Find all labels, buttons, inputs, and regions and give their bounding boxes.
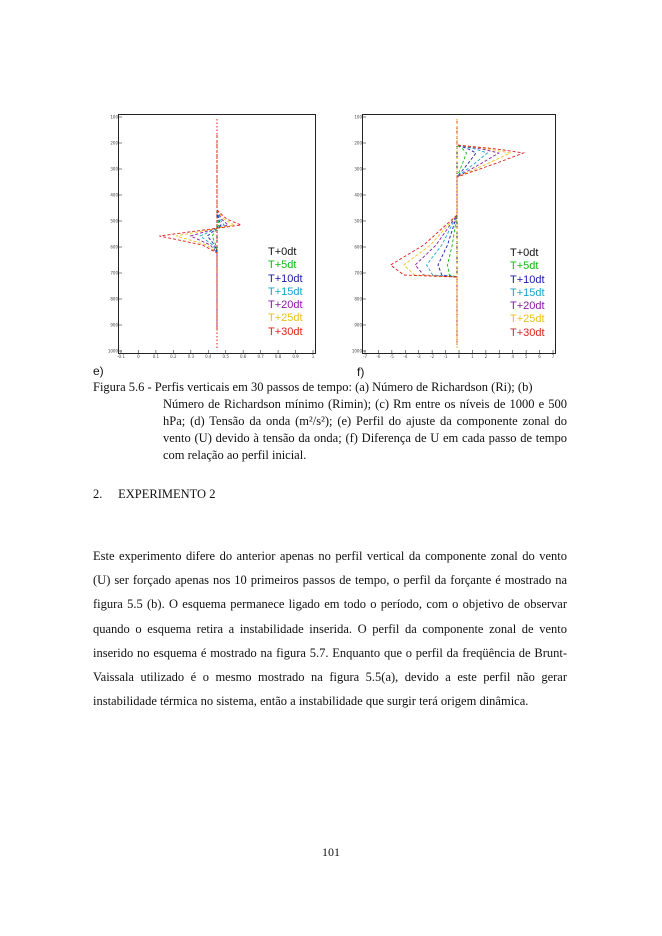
legend-item: T+0dt [268, 246, 297, 258]
x-tick-label: 1 [471, 354, 474, 359]
x-tick-label: 5 [524, 354, 528, 359]
y-tick-label: 800 [110, 296, 118, 302]
legend-item: T+25dt [268, 312, 303, 325]
y-tick-label: 400 [110, 192, 118, 198]
series-line [159, 135, 241, 330]
page-number: 101 [322, 845, 340, 859]
panel-f-legend [510, 247, 545, 340]
caption-head: Figura 5.6 - Perfis verticais em 30 passos de tempo: (a) Número de Richardson (Ri); (b) [93, 380, 533, 394]
x-tick-label: 3 [498, 354, 501, 359]
x-tick-label: 0.4 [205, 354, 212, 359]
legend-item: T+20dt [268, 299, 303, 312]
x-tick-label: 0 [457, 354, 461, 359]
x-tick-label: 0.1 [152, 354, 160, 359]
section-number: 2. [93, 487, 103, 501]
y-tick-label: 700 [110, 270, 118, 276]
caption-continuation: Número de Richardson mínimo (Rimin); (c) Rm entre os níveis de 1000 e 500 hPa; (d) Tensão da onda (m²/s²); (e) Perfil do ajuste da componente zonal do vento (U) devido à tensão da onda; (f) Diferença de U em cada passo de tempo com relação ao perfil inicial. [163, 397, 567, 462]
legend-item: T+15dt [268, 285, 303, 298]
legend-item: T+20dt [510, 300, 545, 313]
y-tick-label: 1000 [107, 348, 118, 354]
x-tick-label: 0.9 [292, 354, 299, 359]
x-tick-label: 7 [551, 354, 555, 359]
y-tick-label: 700 [354, 270, 362, 276]
x-tick-label: 0 [137, 354, 140, 359]
body-paragraph: Este experimento difere do anterior apenas no perfil vertical da componente zonal do vento (U) ser forçado apenas nos 10 primeiros passos de tempo, o perfil da forçante é mostrado na figura 5.5 (b). O esquema permanece ligado em todo o período, com o objetivo de observar quando o esquema retira a instabilidade inserida. O perfil da componente zonal de vento inserido no esquema é mostrado na figura 5.7. Enquanto que o perfil da freqüência de Brunt-Vaissala utilizado é o mesmo mostrado na figura 5.5(a), devido a este perfil não gerar instabilidade térmica no sistema, então a instabilidade que surgir terá origem dinâmica. [93, 549, 567, 709]
x-tick-label: 0.6 [239, 354, 247, 359]
legend-item: T+5dt [268, 259, 297, 272]
x-tick-label: -0.1 [117, 354, 125, 359]
y-tick-label: 600 [354, 244, 362, 250]
y-tick-label: 800 [354, 296, 362, 302]
x-tick-label: 0.2 [170, 354, 177, 359]
y-tick-label: 600 [110, 244, 118, 250]
y-tick-label: 500 [354, 218, 362, 224]
x-tick-label: 0.5 [222, 354, 229, 359]
x-tick-label: -1 [443, 354, 448, 359]
x-tick-label: -6 [376, 354, 381, 359]
y-tick-label: 1000 [351, 348, 362, 354]
series-line [207, 135, 221, 330]
x-tick-label: -5 [389, 354, 394, 359]
x-tick-label: -7 [363, 354, 367, 359]
y-tick-label: 200 [354, 140, 362, 146]
x-tick-label: 6 [538, 354, 541, 359]
figure-caption [93, 379, 567, 464]
legend-item: T+15dt [510, 286, 545, 299]
x-tick-label: 2 [484, 354, 488, 359]
y-tick-label: 100 [354, 114, 362, 120]
y-tick-label: 300 [110, 166, 118, 172]
legend-item: T+30dt [510, 326, 545, 339]
y-tick-label: 900 [110, 322, 118, 328]
x-tick-label: -2 [430, 354, 435, 359]
panel-f-label: f) [357, 365, 365, 379]
legend-item: T+25dt [510, 313, 545, 326]
y-tick-label: 900 [354, 322, 362, 328]
x-tick-label: 0.7 [257, 354, 264, 359]
x-tick-label: 1 [311, 354, 315, 359]
legend-item: T+30dt [268, 325, 303, 338]
y-tick-label: 300 [354, 166, 362, 172]
series-line [212, 135, 219, 330]
legend-item: T+10dt [510, 273, 545, 286]
section-title: EXPERIMENTO 2 [118, 487, 216, 501]
legend-item: T+0dt [510, 247, 539, 259]
x-tick-label: 0.3 [187, 354, 195, 359]
x-tick-label: 4 [511, 354, 514, 359]
panel-e-label: e) [93, 364, 104, 378]
legend-item: T+10dt [268, 272, 303, 285]
section-heading [93, 487, 215, 502]
panel-e-legend [268, 246, 303, 339]
x-tick-label: -3 [416, 354, 421, 359]
legend-item: T+5dt [510, 260, 539, 273]
y-tick-label: 500 [110, 218, 118, 224]
x-tick-label: -4 [403, 354, 408, 359]
x-tick-label: 0.8 [274, 354, 282, 359]
y-tick-label: 100 [110, 114, 118, 120]
y-tick-label: 200 [110, 140, 118, 146]
y-tick-label: 400 [354, 192, 362, 198]
